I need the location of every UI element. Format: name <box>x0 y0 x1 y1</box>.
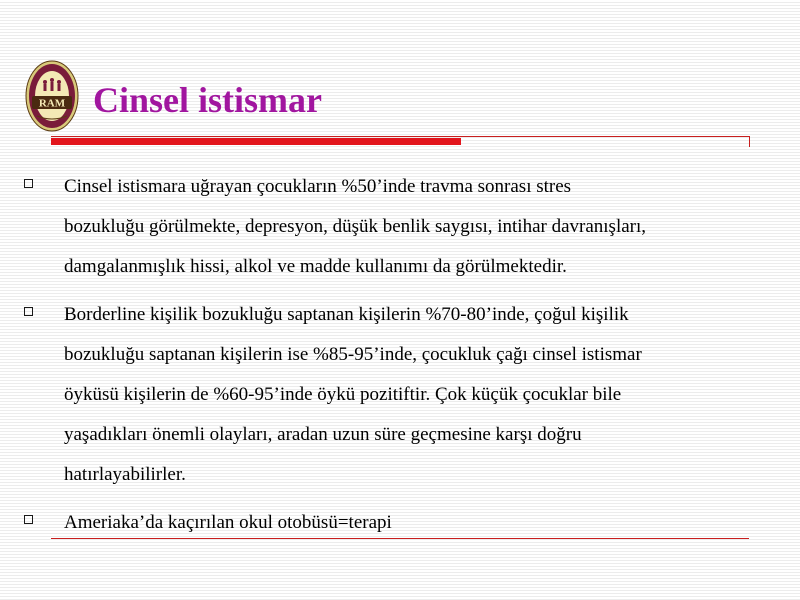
bullet-line: hatırlayabilirler. <box>64 464 186 485</box>
logo-text: RAM <box>38 97 66 110</box>
bullet-square-icon <box>24 179 33 188</box>
title-rule-tick <box>749 136 750 147</box>
bottom-rule <box>51 538 749 539</box>
bullet-square-icon <box>24 307 33 316</box>
title-rule-thick <box>51 138 461 145</box>
slide-title: Cinsel istismar <box>93 80 322 120</box>
bullet-line: bozukluğu görülmekte, depresyon, düşük benlik saygısı, intihar davranışları, <box>64 216 647 237</box>
bullet-line: damgalanmışlık hissi, alkol ve madde kullanımı da görülmektedir. <box>64 256 567 277</box>
bullet-line: Borderline kişilik bozukluğu saptanan kişilerin %70-80’inde, çoğul kişilik <box>64 304 629 325</box>
bullet-line: Cinsel istismara uğrayan çocukların %50’inde travma sonrası stres <box>64 176 572 197</box>
bullet-square-icon <box>24 515 33 524</box>
bullet-line: öyküsü kişilerin de %60-95’inde öykü pozitiftir. Çok küçük çocuklar bile <box>64 384 622 405</box>
ram-logo <box>25 60 79 132</box>
bullet-line: bozukluğu saptanan kişilerin ise %85-95’inde, çocukluk çağı cinsel istismar <box>64 344 642 365</box>
title-rule-thin <box>51 136 749 137</box>
bullet-line: Ameriaka’da kaçırılan okul otobüsü=terapi <box>64 512 392 533</box>
bullet-line: yaşadıkları önemli olayları, aradan uzun süre geçmesine karşı doğru <box>64 424 582 445</box>
